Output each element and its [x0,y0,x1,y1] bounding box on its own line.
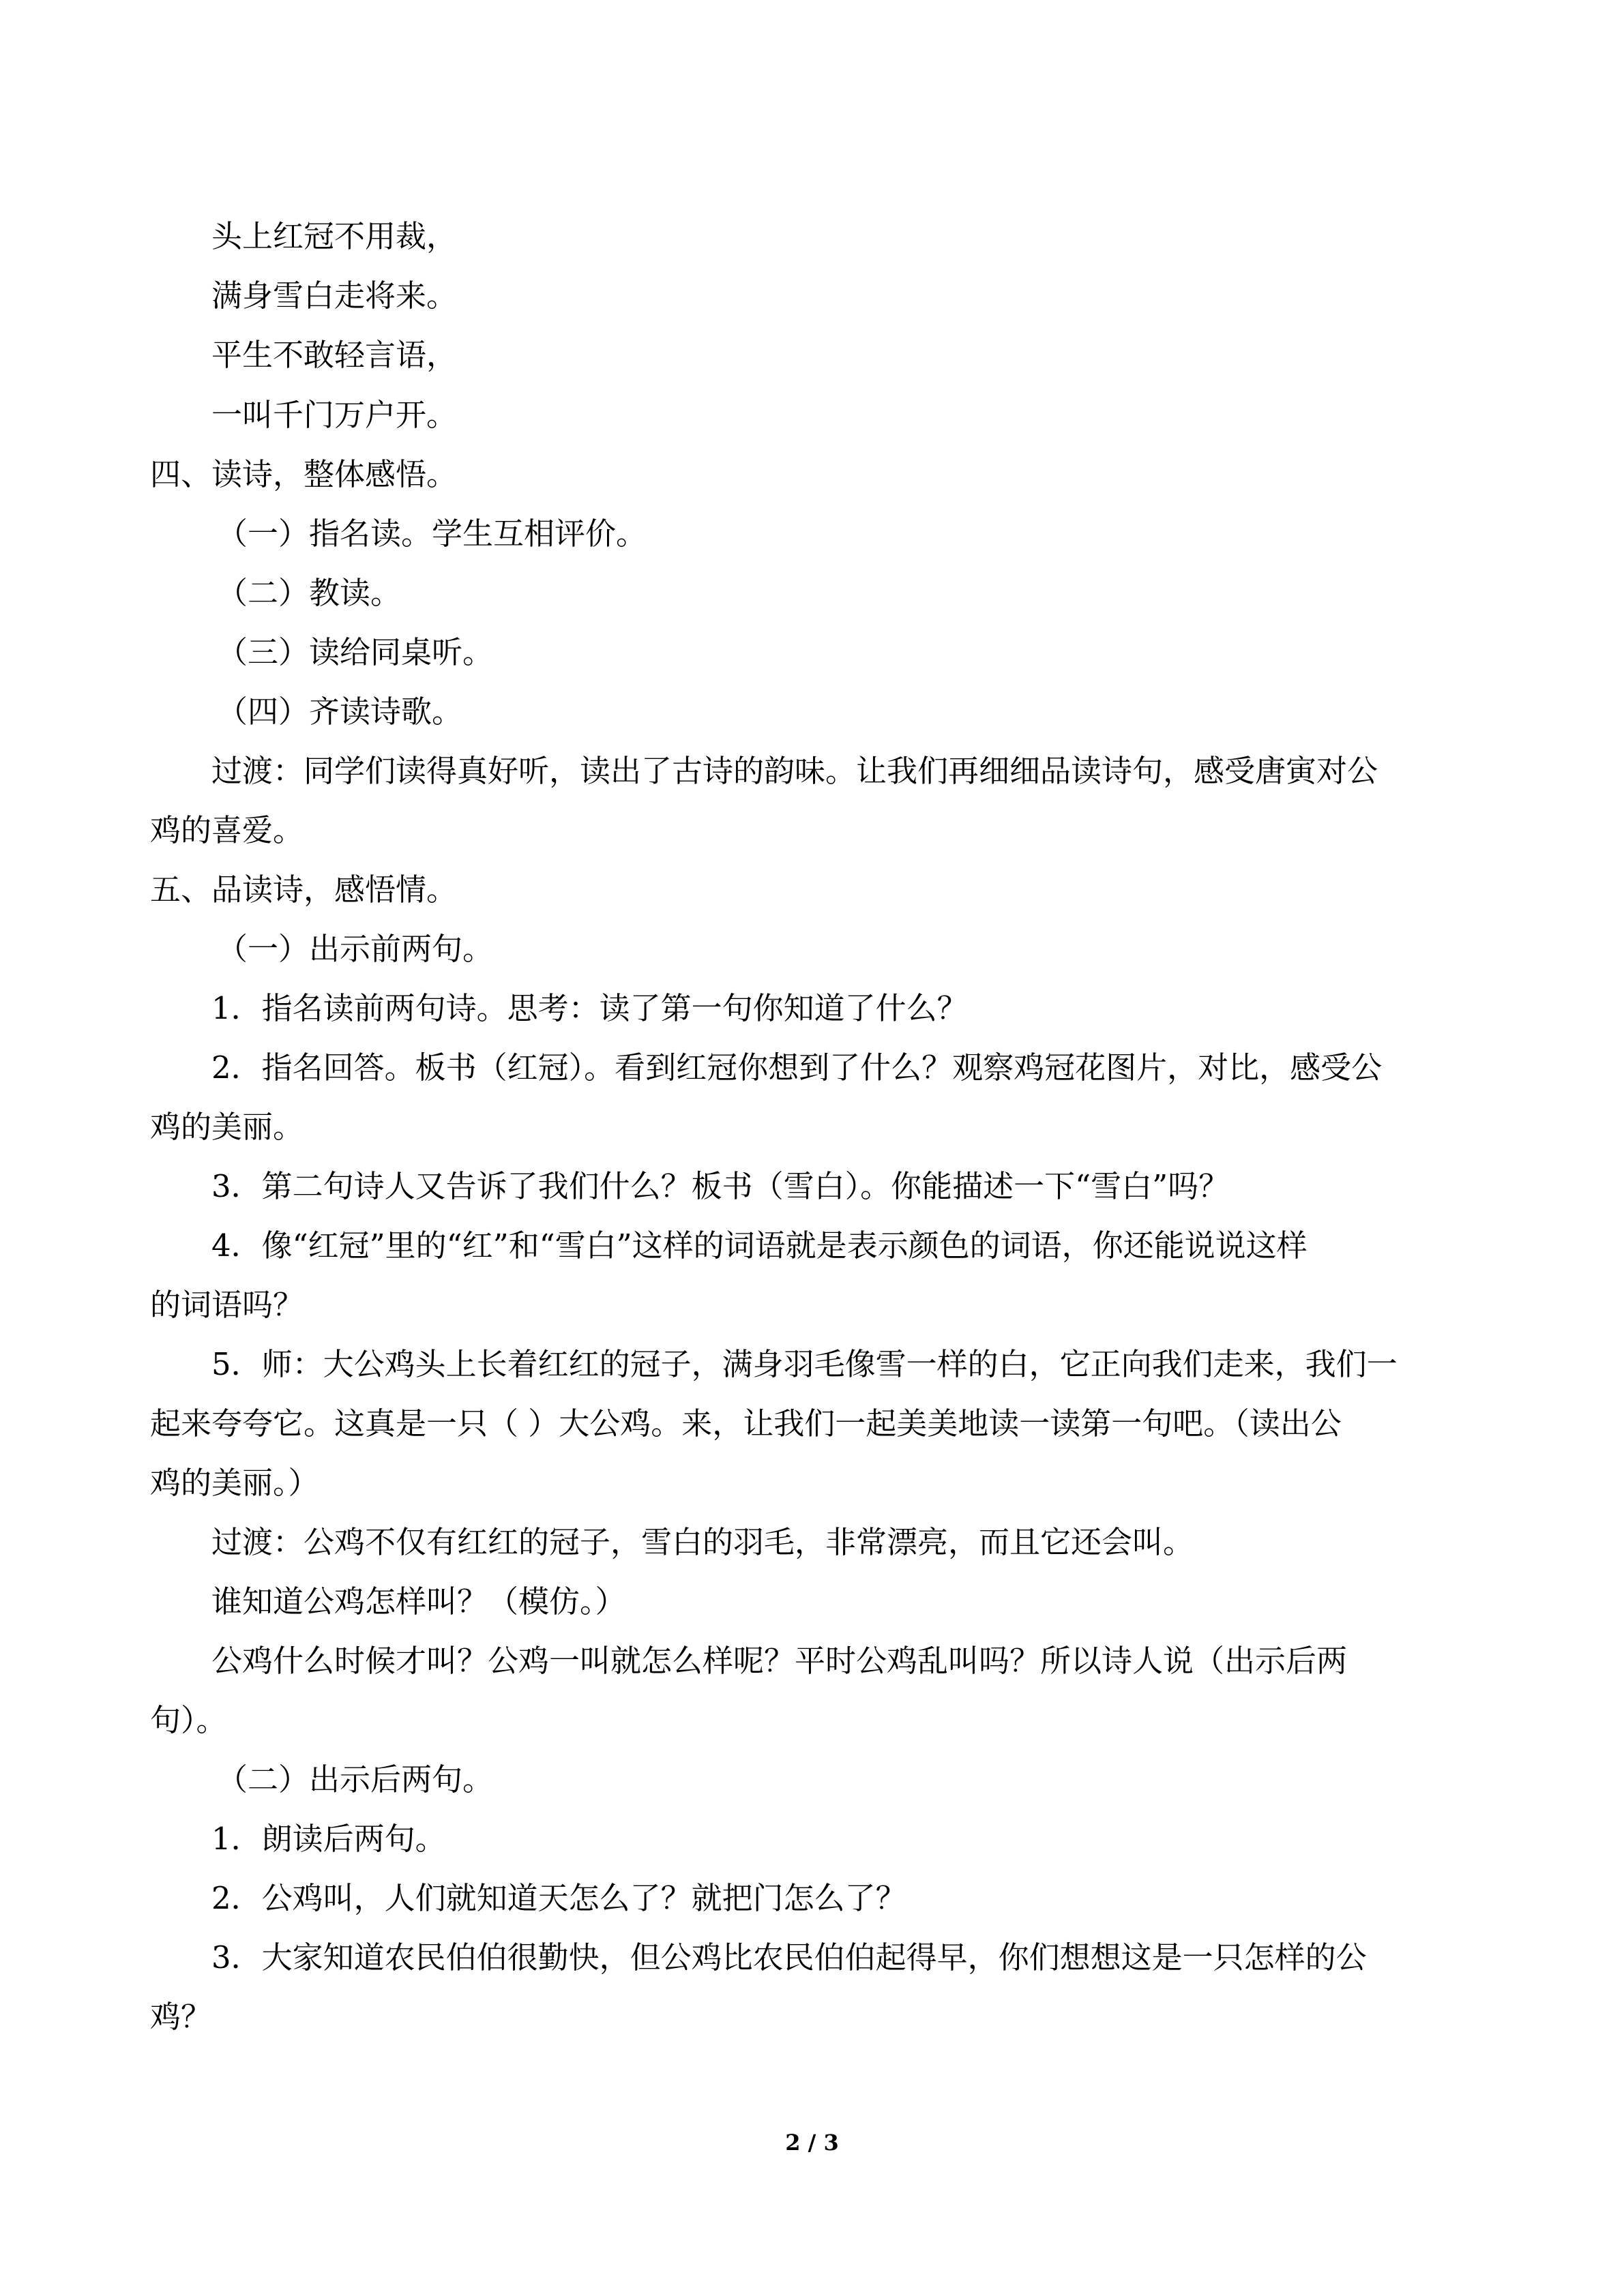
paragraph-continuation: 起来夸夸它。这真是一只（ ）大公鸡。来，让我们一起美美地读一读第一句吧。（读出公 [150,1405,1342,1442]
poem-line-2: 满身雪白走将来。 [211,278,458,314]
paragraph-continuation: 鸡？ [150,1999,212,2035]
paragraph: 1．指名读前两句诗。思考：读了第一句你知道了什么？ [211,990,968,1026]
poem-line-1: 头上红冠不用裁， [211,218,458,254]
paragraph: 1．朗读后两句。 [211,1821,446,1857]
paragraph-continuation: 句）。 [150,1702,227,1738]
subsection-heading: （二）出示后两句。 [217,1761,494,1798]
paragraph: （二）教读。 [217,575,402,611]
paragraph: 过渡：同学们读得真好听，读出了古诗的韵味。让我们再细细品读诗句，感受唐寅对公 [211,753,1378,789]
paragraph: 3．第二句诗人又告诉了我们什么？板书（雪白）。你能描述一下“雪白”吗？ [211,1168,1230,1204]
paragraph: 2．公鸡叫，人们就知道天怎么了？就把门怎么了？ [211,1880,906,1916]
paragraph: 过渡：公鸡不仅有红红的冠子，雪白的羽毛，非常漂亮，而且它还会叫。 [211,1524,1194,1560]
subsection-heading: （一）出示前两句。 [217,931,494,967]
paragraph-continuation: 鸡的美丽。 [150,1109,304,1145]
paragraph: 谁知道公鸡怎样叫？（模仿。） [211,1583,626,1620]
section-heading-4: 四、读诗，整体感悟。 [150,456,458,492]
poem-line-4: 一叫千门万户开。 [211,397,458,433]
paragraph-continuation: 鸡的美丽。） [150,1465,319,1501]
section-heading-5: 五、品读诗，感悟情。 [150,871,458,908]
paragraph: （三）读给同桌听。 [217,634,494,670]
paragraph: 4．像“红冠”里的“红”和“雪白”这样的词语就是表示颜色的词语，你还能说说这样 [211,1227,1308,1264]
paragraph-continuation: 鸡的喜爱。 [150,812,304,848]
paragraph: （四）齐读诗歌。 [217,694,463,730]
paragraph: （一）指名读。学生互相评价。 [217,516,647,552]
paragraph: 3．大家知道农民伯伯很勤快，但公鸡比农民伯伯起得早，你们想想这是一只怎样的公 [211,1939,1367,1976]
paragraph-continuation: 的词语吗？ [150,1287,304,1323]
paragraph: 5．师：大公鸡头上长着红红的冠子，满身羽毛像雪一样的白，它正向我们走来，我们一 [211,1346,1398,1382]
page-number: 2 / 3 [785,2130,839,2156]
paragraph: 公鸡什么时候才叫？公鸡一叫就怎么样呢？平时公鸡乱叫吗？所以诗人说（出示后两 [211,1643,1348,1679]
poem-line-3: 平生不敢轻言语， [211,337,458,373]
paragraph: 2．指名回答。板书（红冠）。看到红冠你想到了什么？观察鸡冠花图片，对比，感受公 [211,1049,1383,1086]
